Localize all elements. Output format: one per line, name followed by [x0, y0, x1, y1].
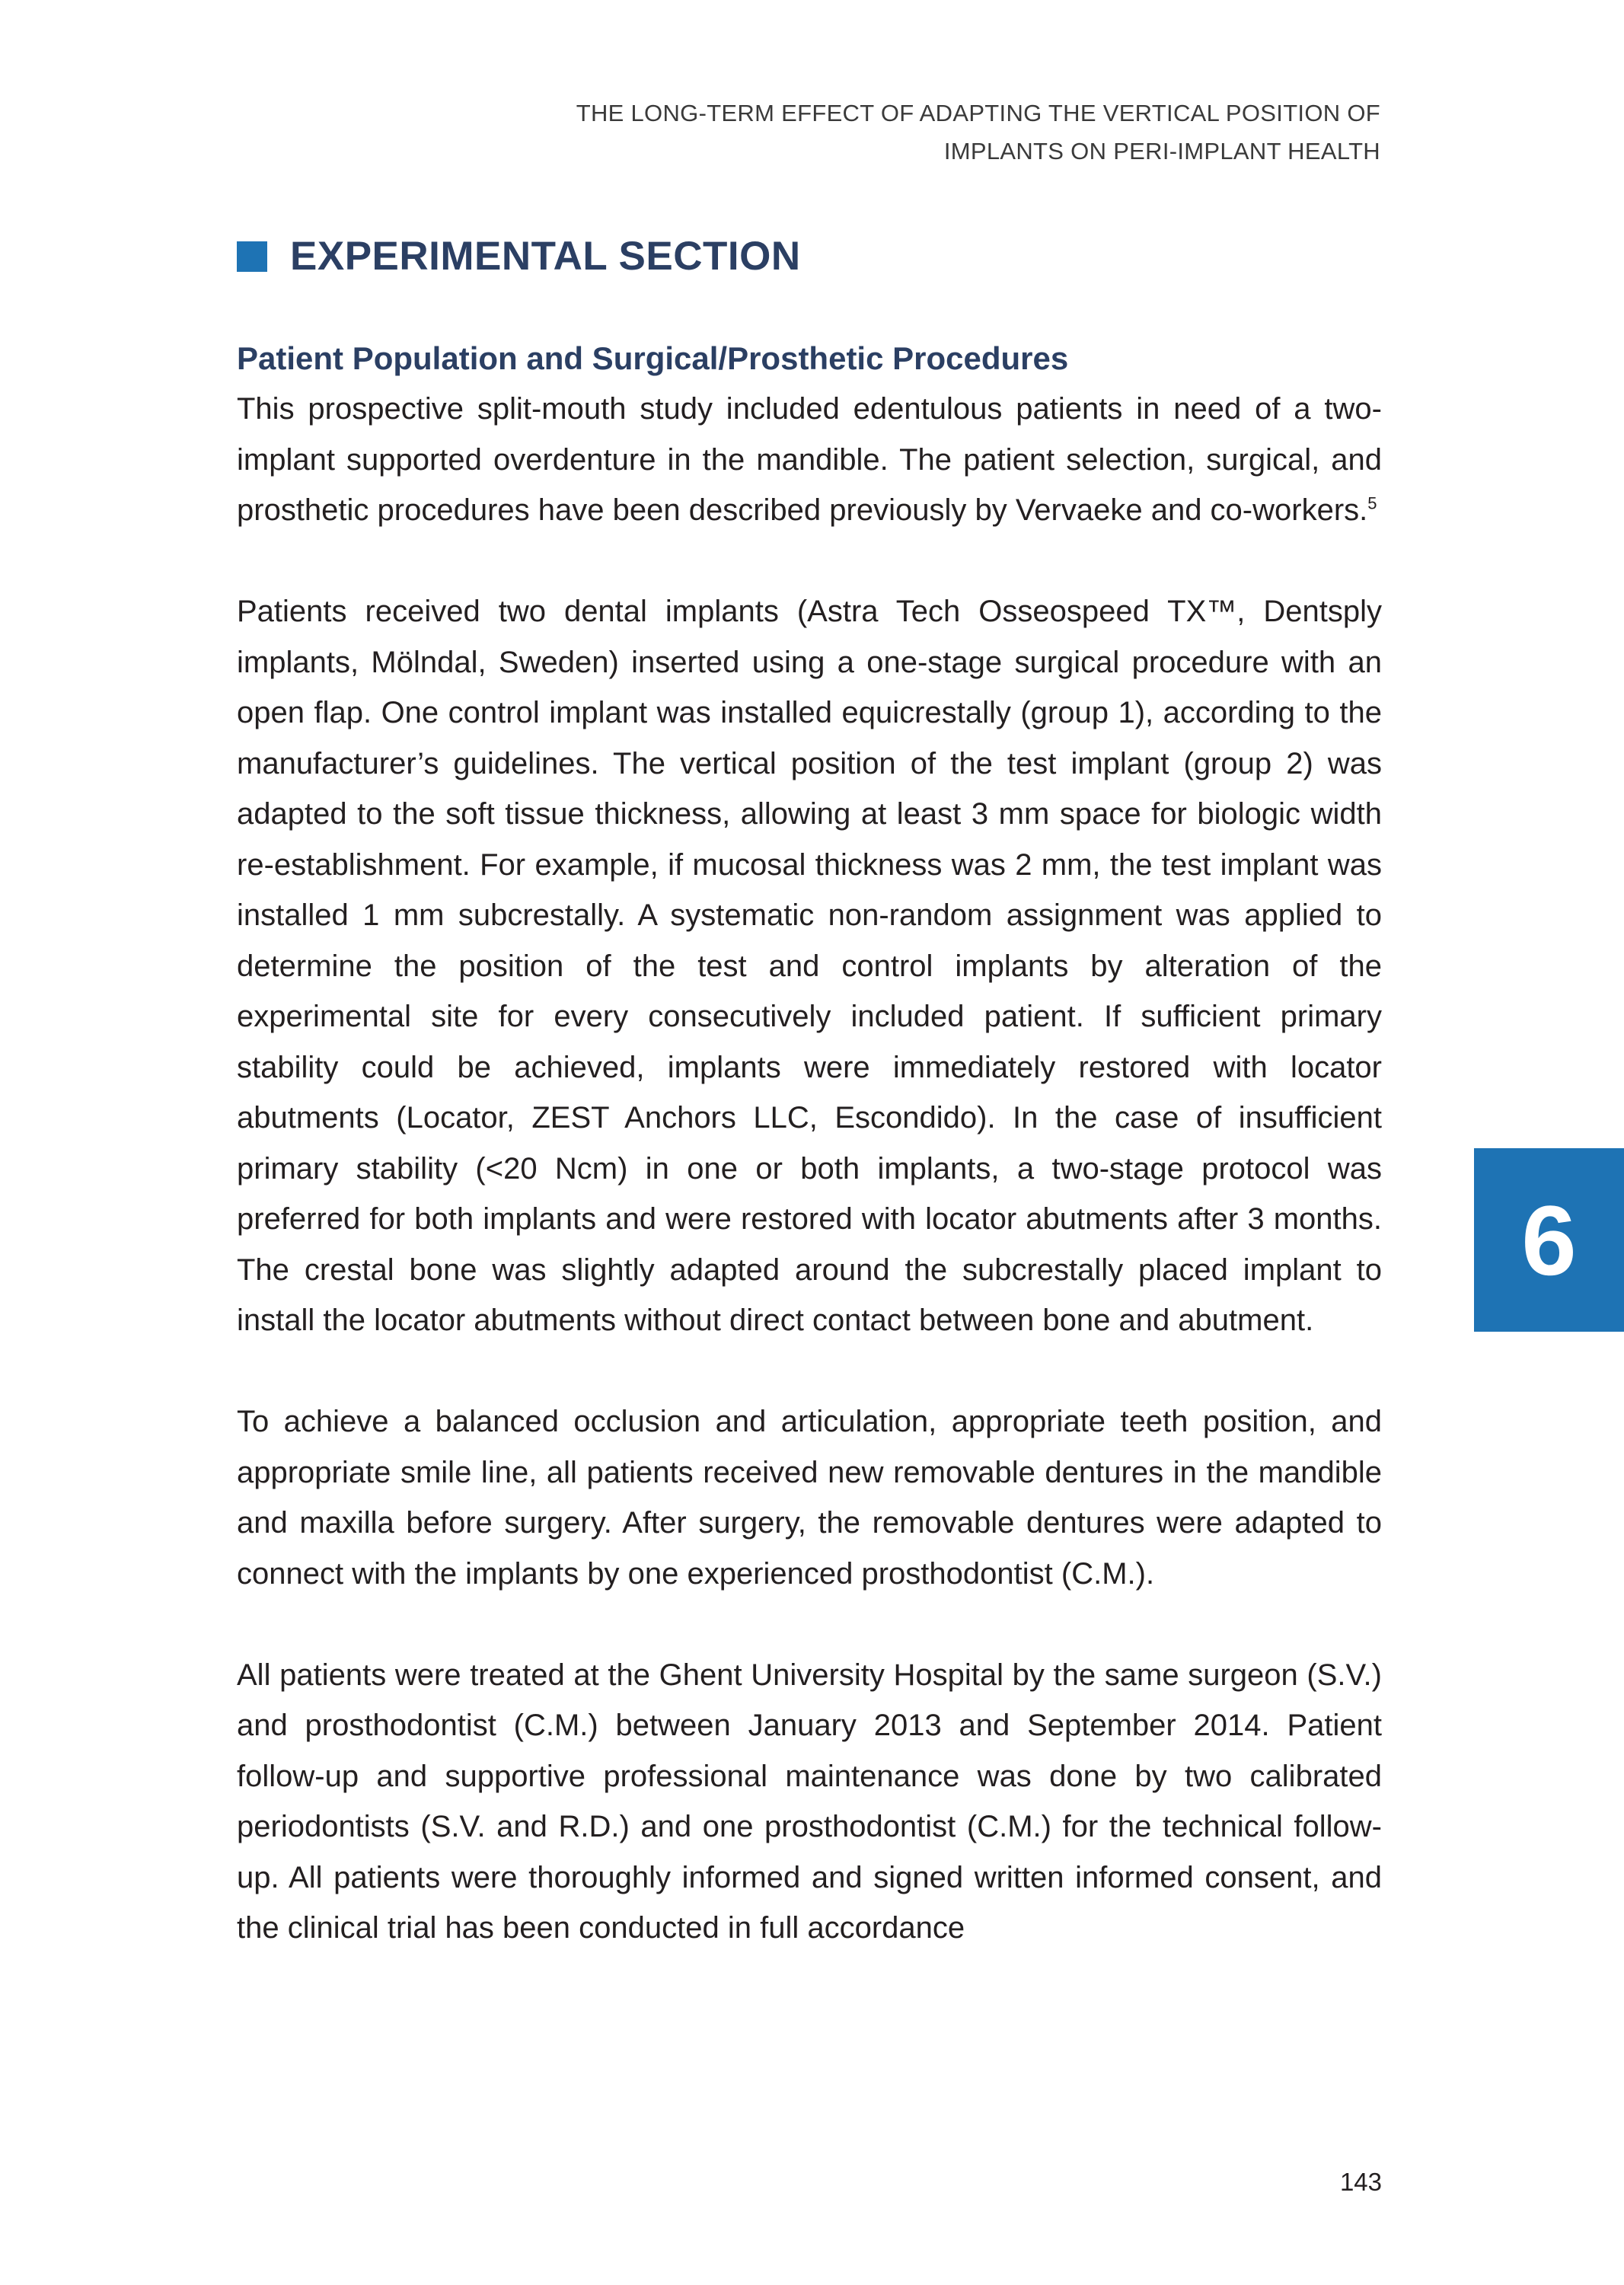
page-number: 143	[1339, 2168, 1382, 2196]
section-square-icon	[237, 241, 267, 272]
main-content	[237, 333, 1382, 2004]
paragraph-2: Patients received two dental implants (Astra Tech Osseospeed TX™, Dentsply implants, Mölndal, Sweden) inserted using a one-stage surgical procedure with an open flap. One control implant was installed equicrestally (group 1), according to the manufacturer’s guidelines. The vertical position of the test implant (group 2) was adapted to the soft tissue thickness, allowing at least 3 mm space for biologic width re-establishment. For example, if mucosal thickness was 2 mm, the test implant was installed 1 mm subcrestally. A systematic non-random assignment was applied to determine the position of the test and control implants by alteration of the experimental site for every consecutively included patient. If sufficient primary stability could be achieved, implants were immediately restored with locator abutments (Locator, ZEST Anchors LLC, Escondido). In the case of insufficient primary stability (<20 Ncm) in one or both implants, a two-stage protocol was preferred for both implants and were restored with locator abutments after 3 months. The crestal bone was slightly adapted around the subcrestally placed implant to install the locator abutments without direct contact between bone and abutment.	[237, 595, 1382, 1337]
running-header-line-1: THE LONG-TERM EFFECT OF ADAPTING THE VERTICAL POSITION OF	[576, 100, 1380, 126]
running-header	[391, 94, 1380, 171]
chapter-tab: 6	[1474, 1148, 1624, 1332]
paragraph-3: To achieve a balanced occlusion and articulation, appropriate teeth position, and appropriate smile line, all patients received new removable dentures in the mandible and maxilla before surgery. After surgery, the removable dentures were adapted to connect with the implants by one experienced prosthodontist (C.M.).	[237, 1405, 1382, 1591]
paragraph-4: All patients were treated at the Ghent University Hospital by the same surgeon (S.V.) and prosthodontist (C.M.) between January 2013 and September 2014. Patient follow-up and supportive professional maintenance was done by two calibrated periodontists (S.V. and R.D.) and one prosthodontist (C.M.) for the technical follow-up. All patients were thoroughly informed and signed written informed consent, and the clinical trial has been conducted in full accordance	[237, 1658, 1382, 1945]
running-header-line-2: IMPLANTS ON PERI-IMPLANT HEALTH	[943, 138, 1380, 164]
paragraph-1	[237, 384, 1382, 536]
section-heading	[237, 232, 801, 281]
paragraph-1-text: This prospective split-mouth study included edentulous patients in need of a two-implant supported overdenture in the mandible. The patient selection, surgical, and prosthetic procedures have been described previously by Vervaeke and co-workers.	[237, 392, 1382, 527]
reference-superscript: 5	[1367, 493, 1377, 513]
section-title: EXPERIMENTAL SECTION	[290, 234, 801, 279]
subsection-title: Patient Population and Surgical/Prosthetic Procedures	[237, 340, 1069, 376]
